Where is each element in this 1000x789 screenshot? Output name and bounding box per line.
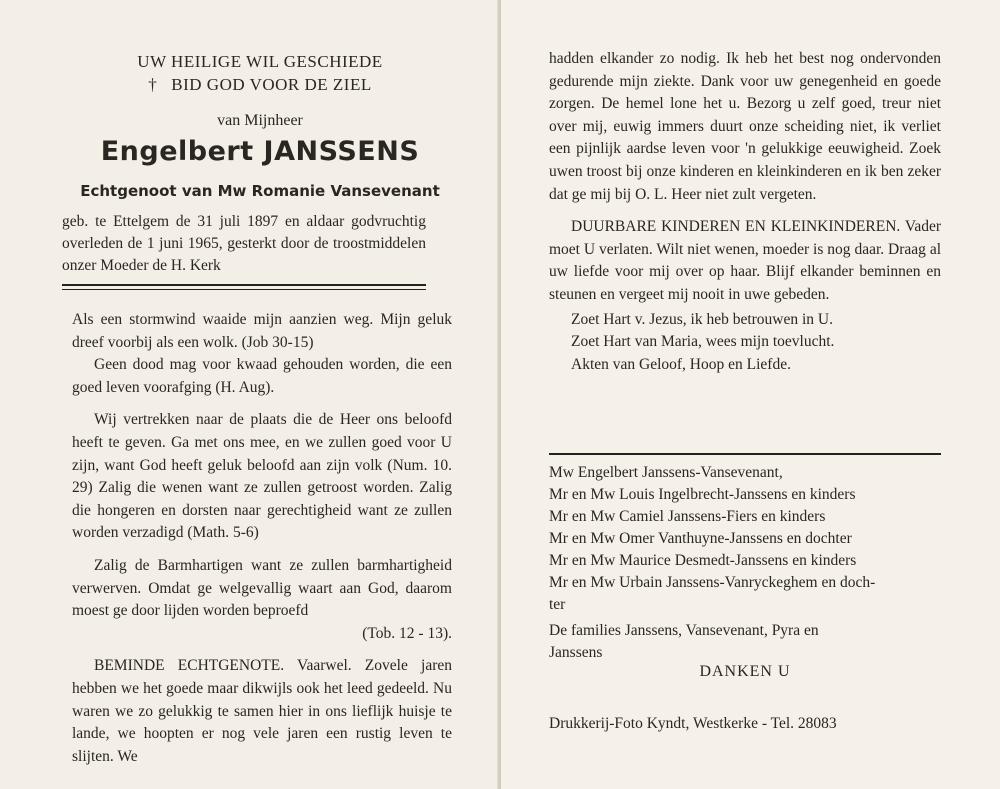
right-page: [501, 0, 1000, 789]
left-text: [72, 309, 452, 778]
biography: geb. te Ettelgem de 31 juli 1897 en aldaar godvruchtig overleden de 1 juni 1965, gesterkt door de troostmiddelen onzer Moeder de H. Kerk: [62, 213, 426, 274]
spouse-line: Echtgenoot van Mw Romanie Vansevenant: [80, 182, 440, 200]
paragraph-spouse: BEMINDE ECHTGENOTE. Vaarwel. Zovele jaren hebben we het goede maar dikwijls ook het leed gedeeld. Nu waren we zo gelukkig te samen hier in ons lieflijk huisje te lande, we hoopten er nog vele jaren een rustig leven te slijten. We: [72, 657, 452, 765]
family-line: De families Janssens, Vansevenant, Pyra en: [549, 622, 819, 639]
family-line: Janssens: [549, 644, 603, 661]
paragraph-job: Als een stormwind waaide mijn aanzien weg. Mijn geluk dreef voorbij als een wolk. (Job 30-15): [72, 311, 452, 351]
header-line-2-text: BID GOD VOOR DE ZIEL: [171, 75, 372, 94]
paragraph-mercy: Zalig de Barmhartigen want ze zullen barmhartigheid verwerven. Omdat ge welgevallig waart aan God, daarom moest ge door lijden worden beproefd: [72, 556, 452, 620]
right-text: [549, 48, 941, 376]
family-line: Mr en Mw Maurice Desmedt-Janssens en kinders: [549, 552, 857, 569]
family-line: Mr en Mw Urbain Janssens-Vanryckeghem en doch-: [549, 574, 876, 591]
printer-credit: Drukkerij-Foto Kyndt, Westkerke - Tel. 28083: [549, 715, 837, 732]
family-line: ter: [549, 596, 566, 613]
prayer-1: Zoet Hart v. Jezus, ik heb betrouwen in U.: [571, 310, 833, 328]
header-line-2: [60, 75, 460, 95]
deceased-name: Engelbert JANSSENS: [100, 136, 420, 167]
paragraph-beatitudes: Wij vertrekken naar de plaats die de Heer ons beloofd heeft te geven. Ga met ons mee, en we zullen goed voor U zijn, want God heeft geluk beloofd aan zijn volk (Num. 10. 29) Zalig die wenen want ze zullen getroost worden. Zalig die hongeren en dorsten naar gerechtigheid want ze zullen worden verzadigd (Math. 5-6): [72, 411, 452, 542]
prayer-3: Akten van Geloof, Hoop en Liefde.: [571, 355, 791, 373]
family-line: Mr en Mw Louis Ingelbrecht-Janssens en kinders: [549, 486, 856, 503]
van-mijnheer: van Mijnheer: [217, 112, 303, 129]
paragraph-augustinus: Geen dood mag voor kwaad gehouden worden, die een goed leven voorafging (H. Aug).: [72, 356, 452, 396]
prayer-2: Zoet Hart van Maria, wees mijn toevlucht.: [571, 333, 835, 351]
header-line-1: UW HEILIGE WIL GESCHIEDE: [137, 52, 383, 71]
tobit-reference: (Tob. 12 - 13).: [362, 624, 452, 642]
family-line: Mw Engelbert Janssens-Vansevenant,: [549, 464, 783, 481]
thanks-line: DANKEN U: [699, 663, 791, 680]
divider-right: [549, 453, 941, 455]
family-list: [549, 462, 949, 664]
family-line: Mr en Mw Camiel Janssens-Fiers en kinders: [549, 508, 826, 525]
paragraph-continuation: hadden elkander zo nodig. Ik heb het best nog ondervonden gedurende mijn ziekte. Dank voor uw genegenheid en goede zorgen. De hemel lone het u. Bezorg u zelf goed, treur niet over mij, euwig immers duurt onze scheiding niet, ik verliet een pijnlijk aardse leven voor 'n gelukkige eeuwigheid. Zoek uwen troost bij onze kinderen en kleinkinderen en ik ben zeker dat ge mij bij O. L. Heer niet zult vergeten.: [549, 50, 941, 203]
family-line: Mr en Mw Omer Vanthuyne-Janssens en dochter: [549, 530, 852, 547]
divider: [62, 284, 426, 290]
paragraph-children: DUURBARE KINDEREN EN KLEINKINDEREN. Vader moet U verlaten. Wilt niet wenen, moeder is nog daar. Draag al uw liefde voor mij over op haar. Blijf elkander beminnen en steunen en vergeet mij nooit in uwe gebeden.: [549, 218, 941, 303]
cross-icon: †: [148, 75, 158, 94]
